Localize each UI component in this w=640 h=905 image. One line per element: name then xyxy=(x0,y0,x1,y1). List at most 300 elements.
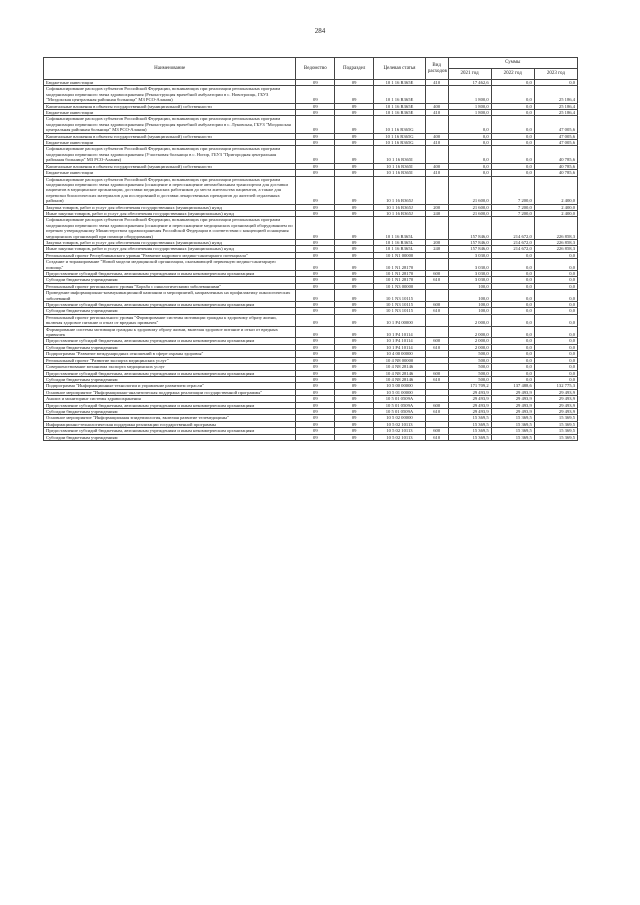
row-sum-2022: 0,0 xyxy=(491,103,534,109)
row-section: 09 xyxy=(335,103,374,109)
row-target: 10 1 P4 10114 xyxy=(374,344,426,350)
row-sum-2021: 100,0 xyxy=(448,283,491,289)
row-target: 10 4 N8 28146 xyxy=(374,364,426,370)
row-ministry: 09 xyxy=(296,116,335,133)
row-ministry: 09 xyxy=(296,210,335,216)
row-section: 09 xyxy=(335,259,374,271)
row-target: 10 1 N1 28170 xyxy=(374,277,426,283)
row-sum-2023: 25 186,4 xyxy=(534,103,577,109)
table-body xyxy=(44,80,578,441)
row-ministry: 09 xyxy=(296,428,335,434)
row-section: 09 xyxy=(335,239,374,245)
table-row xyxy=(44,217,578,240)
row-sum-2021: 15 369,5 xyxy=(448,434,491,440)
row-sum-2021: 0,0 xyxy=(448,146,491,163)
row-ministry: 09 xyxy=(296,314,335,326)
table-row xyxy=(44,259,578,271)
row-sum-2023: 0,0 xyxy=(534,344,577,350)
row-section: 09 xyxy=(335,86,374,103)
header-year-2022: 2022 год xyxy=(491,69,534,80)
row-name: Бюджетные инвестиции xyxy=(44,140,296,146)
row-sum-2023: 40 785,6 xyxy=(534,163,577,169)
row-name: Иные закупки товаров, работ и услуг для обеспечения государственных (муниципальных) нужд xyxy=(44,246,296,252)
row-section: 09 xyxy=(335,116,374,133)
row-expense-type xyxy=(425,86,448,103)
row-name: Софинансирование расходов субъектов Российской Федерации, возникающих при реализации региональных программ модернизации первичного звена здравоохранения (оснащение и переоснащение автомобильным транспортом для доставки пациентов в медицинские организации, доставки медицинских работников до места жительства пациентов, а также для перевозки биологических материалов для исследований и доставки лекарственных препаратов до жителей отдаленных районов) xyxy=(44,176,296,204)
row-sum-2022: 0,0 xyxy=(491,277,534,283)
row-expense-type: 410 xyxy=(425,110,448,116)
row-ministry: 09 xyxy=(296,344,335,350)
row-name: Бюджетные инвестиции xyxy=(44,80,296,86)
row-sum-2023: 0,0 xyxy=(534,80,577,86)
row-sum-2023: 29 493,9 xyxy=(534,402,577,408)
row-section: 09 xyxy=(335,204,374,210)
row-sum-2021: 0,0 xyxy=(448,140,491,146)
header-year-2021: 2021 год xyxy=(448,69,491,80)
row-name: Предоставление субсидий бюджетным, автономным учреждениям и иным некоммерческим организациям xyxy=(44,370,296,376)
row-target: 10 1 N1 28170 xyxy=(374,259,426,271)
row-expense-type: 600 xyxy=(425,428,448,434)
row-expense-type: 610 xyxy=(425,376,448,382)
row-ministry: 09 xyxy=(296,434,335,440)
row-ministry: 09 xyxy=(296,376,335,382)
row-sum-2023: 15 369,5 xyxy=(534,434,577,440)
row-sum-2022: 0,0 xyxy=(491,133,534,139)
row-expense-type: 400 xyxy=(425,133,448,139)
row-section: 09 xyxy=(335,133,374,139)
row-name: Субсидии бюджетным учреждениям xyxy=(44,277,296,283)
row-sum-2023: 0,0 xyxy=(534,351,577,357)
row-expense-type xyxy=(425,146,448,163)
row-sum-2021: 0,0 xyxy=(448,170,491,176)
row-sum-2021: 2 000,0 xyxy=(448,338,491,344)
row-name: Создание и тиражирование "Новой модели медицинской организации, оказывающей первичную медико-санитарную помощь" xyxy=(44,259,296,271)
row-ministry: 09 xyxy=(296,351,335,357)
row-name: Основное мероприятие "Информационно-аналитическая поддержка реализации государственной программы" xyxy=(44,389,296,395)
row-sum-2021: 157 846,0 xyxy=(448,217,491,240)
row-expense-type xyxy=(425,290,448,302)
row-section: 09 xyxy=(335,302,374,308)
row-target: 10 1 16 R365G xyxy=(374,116,426,133)
row-expense-type xyxy=(425,314,448,326)
row-sum-2023: 29 493,9 xyxy=(534,396,577,402)
row-sum-2022: 0,0 xyxy=(491,290,534,302)
row-sum-2023: 47 005,6 xyxy=(534,133,577,139)
row-name: Предоставление субсидий бюджетным, автономным учреждениям и иным некоммерческим организациям xyxy=(44,402,296,408)
row-target: 10 1 16 R365J xyxy=(374,204,426,210)
row-section: 09 xyxy=(335,408,374,414)
row-target: 10 5 02 10113 xyxy=(374,434,426,440)
row-name: Субсидии бюджетным учреждениям xyxy=(44,434,296,440)
row-name: Основное мероприятие "Информационная эпидемиология, включая развитие телемедицины" xyxy=(44,415,296,421)
row-sum-2022: 7 200,0 xyxy=(491,210,534,216)
row-sum-2022: 0,0 xyxy=(491,80,534,86)
row-expense-type: 610 xyxy=(425,434,448,440)
row-section: 09 xyxy=(335,434,374,440)
row-sum-2023: 0,0 xyxy=(534,364,577,370)
row-expense-type: 610 xyxy=(425,308,448,314)
row-target: 10 1 16 R365E xyxy=(374,86,426,103)
row-section: 09 xyxy=(335,246,374,252)
row-name: Подпрограмма "Развитие международных отношений в сфере охраны здоровья" xyxy=(44,351,296,357)
row-sum-2023: 29 493,9 xyxy=(534,408,577,414)
row-target: 10 1 16 R365I xyxy=(374,146,426,163)
row-section: 09 xyxy=(335,389,374,395)
row-section: 09 xyxy=(335,110,374,116)
row-sum-2022: 15 369,5 xyxy=(491,421,534,427)
row-target: 10 1 16 R365L xyxy=(374,217,426,240)
row-ministry: 09 xyxy=(296,176,335,204)
row-expense-type: 410 xyxy=(425,140,448,146)
row-section: 09 xyxy=(335,217,374,240)
row-target: 10 1 N3 10115 xyxy=(374,290,426,302)
row-sum-2021: 3 030,0 xyxy=(448,271,491,277)
row-sum-2023: 15 369,5 xyxy=(534,415,577,421)
row-ministry: 09 xyxy=(296,217,335,240)
row-sum-2022: 214 672,0 xyxy=(491,239,534,245)
row-target: 10 5 01 0509A xyxy=(374,396,426,402)
row-expense-type: 610 xyxy=(425,408,448,414)
row-expense-type: 410 xyxy=(425,80,448,86)
row-target: 10 5 02 10113 xyxy=(374,428,426,434)
row-sum-2023: 0,0 xyxy=(534,277,577,283)
row-ministry: 09 xyxy=(296,283,335,289)
row-sum-2022: 0,0 xyxy=(491,370,534,376)
row-section: 09 xyxy=(335,428,374,434)
row-section: 09 xyxy=(335,396,374,402)
row-sum-2022: 137 488,6 xyxy=(491,383,534,389)
row-target: 10 4 00 00000 xyxy=(374,351,426,357)
row-sum-2021: 29 493,9 xyxy=(448,389,491,395)
row-sum-2021: 21 600,0 xyxy=(448,210,491,216)
row-sum-2022: 0,0 xyxy=(491,357,534,363)
row-target: 10 1 16 R365L xyxy=(374,239,426,245)
row-expense-type: 400 xyxy=(425,103,448,109)
row-expense-type: 200 xyxy=(425,204,448,210)
row-section: 09 xyxy=(335,308,374,314)
header-expense-type: Вид расходов xyxy=(425,58,448,80)
row-name: Субсидии бюджетным учреждениям xyxy=(44,376,296,382)
row-expense-type: 600 xyxy=(425,402,448,408)
row-ministry: 09 xyxy=(296,357,335,363)
row-sum-2022: 214 672,0 xyxy=(491,246,534,252)
row-sum-2021: 15 369,5 xyxy=(448,421,491,427)
row-section: 09 xyxy=(335,370,374,376)
row-sum-2022: 0,0 xyxy=(491,271,534,277)
row-name: Информационно-технологическая поддержка реализации государственной программы xyxy=(44,421,296,427)
row-target: 10 1 16 R365G xyxy=(374,140,426,146)
row-target: 10 5 02 10113 xyxy=(374,421,426,427)
row-sum-2021: 3 030,0 xyxy=(448,252,491,258)
row-ministry: 09 xyxy=(296,239,335,245)
row-sum-2022: 15 369,5 xyxy=(491,428,534,434)
row-sum-2021: 3 030,0 xyxy=(448,277,491,283)
row-sum-2021: 100,0 xyxy=(448,308,491,314)
row-ministry: 09 xyxy=(296,415,335,421)
row-sum-2023: 0,0 xyxy=(534,271,577,277)
row-name: Субсидии бюджетным учреждениям xyxy=(44,308,296,314)
row-sum-2021: 0,0 xyxy=(448,116,491,133)
row-sum-2021: 15 369,5 xyxy=(448,428,491,434)
row-sum-2022: 0,0 xyxy=(491,364,534,370)
header-name: Наименование xyxy=(44,58,296,80)
row-sum-2022: 15 369,5 xyxy=(491,434,534,440)
row-section: 09 xyxy=(335,290,374,302)
table-row xyxy=(44,434,578,440)
row-target: 10 5 01 0509A xyxy=(374,402,426,408)
row-ministry: 09 xyxy=(296,396,335,402)
row-ministry: 09 xyxy=(296,364,335,370)
row-sum-2021: 0,0 xyxy=(448,163,491,169)
row-ministry: 09 xyxy=(296,204,335,210)
row-section: 09 xyxy=(335,210,374,216)
row-sum-2021: 29 493,9 xyxy=(448,396,491,402)
row-section: 09 xyxy=(335,271,374,277)
header-section: Подраздел xyxy=(335,58,374,80)
row-ministry: 09 xyxy=(296,277,335,283)
row-target: 10 1 N3 10115 xyxy=(374,302,426,308)
row-ministry: 09 xyxy=(296,259,335,271)
row-name: Предоставление субсидий бюджетным, автономным учреждениям и иным некоммерческим организациям xyxy=(44,271,296,277)
row-sum-2023: 226 858,3 xyxy=(534,239,577,245)
row-expense-type: 610 xyxy=(425,344,448,350)
row-ministry: 09 xyxy=(296,252,335,258)
row-sum-2022: 0,0 xyxy=(491,314,534,326)
row-sum-2022: 0,0 xyxy=(491,283,534,289)
row-sum-2021: 3 030,0 xyxy=(448,259,491,271)
row-target: 10 1 P4 10114 xyxy=(374,326,426,338)
row-ministry: 09 xyxy=(296,80,335,86)
row-name: Совершенствование механизма экспорта медицинских услуг xyxy=(44,364,296,370)
row-section: 09 xyxy=(335,351,374,357)
row-sum-2023: 0,0 xyxy=(534,259,577,271)
row-sum-2023: 226 858,3 xyxy=(534,217,577,240)
row-name: Региональный проект регионального уровня "Борьба с онкологическими заболеваниями" xyxy=(44,283,296,289)
row-ministry: 09 xyxy=(296,86,335,103)
row-ministry: 09 xyxy=(296,170,335,176)
row-target: 10 1 N1 00000 xyxy=(374,252,426,258)
row-sum-2023: 0,0 xyxy=(534,302,577,308)
row-target: 10 1 16 R365J xyxy=(374,176,426,204)
row-sum-2021: 100,0 xyxy=(448,302,491,308)
row-target: 10 1 16 R365E xyxy=(374,80,426,86)
row-sum-2022: 0,0 xyxy=(491,308,534,314)
row-section: 09 xyxy=(335,357,374,363)
row-sum-2022: 0,0 xyxy=(491,146,534,163)
row-sum-2022: 0,0 xyxy=(491,140,534,146)
row-sum-2023: 29 493,9 xyxy=(534,389,577,395)
row-section: 09 xyxy=(335,252,374,258)
row-ministry: 09 xyxy=(296,383,335,389)
row-sum-2021: 100,0 xyxy=(448,290,491,302)
row-sum-2023: 0,0 xyxy=(534,314,577,326)
row-expense-type: 600 xyxy=(425,302,448,308)
row-sum-2023: 15 369,5 xyxy=(534,428,577,434)
row-target: 10 1 16 R365L xyxy=(374,246,426,252)
row-name: Проведение информационно-коммуникационной кампании и мероприятий, направленных на профилактику онкологических заболеваний xyxy=(44,290,296,302)
row-sum-2021: 1 800,0 xyxy=(448,110,491,116)
table-row xyxy=(44,326,578,338)
header-sums: Суммы xyxy=(448,58,578,69)
row-section: 09 xyxy=(335,402,374,408)
row-ministry: 09 xyxy=(296,246,335,252)
row-sum-2022: 0,0 xyxy=(491,302,534,308)
row-sum-2022: 15 369,5 xyxy=(491,415,534,421)
row-ministry: 09 xyxy=(296,389,335,395)
row-sum-2023: 2 400,0 xyxy=(534,204,577,210)
row-expense-type: 610 xyxy=(425,277,448,283)
row-expense-type xyxy=(425,116,448,133)
row-sum-2023: 0,0 xyxy=(534,357,577,363)
row-sum-2022: 0,0 xyxy=(491,163,534,169)
row-section: 09 xyxy=(335,283,374,289)
row-section: 09 xyxy=(335,421,374,427)
row-name: Формирование системы мотивации граждан к здоровому образу жизни, включая здоровое питание и отказ от вредных привычек xyxy=(44,326,296,338)
row-sum-2021: 0,0 xyxy=(448,133,491,139)
header-year-2023: 2023 год xyxy=(534,69,577,80)
row-sum-2021: 500,0 xyxy=(448,357,491,363)
row-expense-type: 600 xyxy=(425,338,448,344)
row-ministry: 09 xyxy=(296,408,335,414)
row-name: Региональный проект регионального уровня "Формирование системы мотивации граждан к здоровому образу жизни, включая здоровое питание и отказ от вредных привычек" xyxy=(44,314,296,326)
row-target: 10 5 01 00000 xyxy=(374,389,426,395)
row-section: 09 xyxy=(335,314,374,326)
row-section: 09 xyxy=(335,163,374,169)
row-sum-2023: 47 005,6 xyxy=(534,140,577,146)
row-name: Предоставление субсидий бюджетным, автономным учреждениям и иным некоммерческим организациям xyxy=(44,302,296,308)
row-sum-2022: 0,0 xyxy=(491,338,534,344)
row-expense-type: 240 xyxy=(425,246,448,252)
row-target: 10 1 N3 10115 xyxy=(374,308,426,314)
row-ministry: 09 xyxy=(296,140,335,146)
row-sum-2021: 29 493,9 xyxy=(448,408,491,414)
row-name: Капитальные вложения в объекты государственной (муниципальной) собственности xyxy=(44,163,296,169)
row-sum-2022: 0,0 xyxy=(491,326,534,338)
row-target: 10 4 N8 28146 xyxy=(374,376,426,382)
row-sum-2023: 0,0 xyxy=(534,283,577,289)
row-sum-2023: 2 400,0 xyxy=(534,210,577,216)
row-expense-type: 200 xyxy=(425,239,448,245)
row-sum-2021: 500,0 xyxy=(448,370,491,376)
row-name: Бюджетные инвестиции xyxy=(44,110,296,116)
row-section: 09 xyxy=(335,376,374,382)
row-ministry: 09 xyxy=(296,103,335,109)
row-section: 09 xyxy=(335,338,374,344)
row-name: Анализ и мониторинг системы здравоохранения xyxy=(44,396,296,402)
row-sum-2021: 500,0 xyxy=(448,351,491,357)
row-sum-2022: 0,0 xyxy=(491,110,534,116)
row-sum-2023: 0,0 xyxy=(534,290,577,302)
row-ministry: 09 xyxy=(296,290,335,302)
row-sum-2022: 0,0 xyxy=(491,252,534,258)
row-section: 09 xyxy=(335,415,374,421)
row-sum-2023: 40 785,6 xyxy=(534,146,577,163)
row-name: Закупка товаров, работ и услуг для обеспечения государственных (муниципальных) нужд xyxy=(44,239,296,245)
row-expense-type: 410 xyxy=(425,170,448,176)
row-sum-2021: 29 493,9 xyxy=(448,402,491,408)
row-sum-2021: 21 600,0 xyxy=(448,204,491,210)
row-sum-2022: 0,0 xyxy=(491,259,534,271)
row-ministry: 09 xyxy=(296,110,335,116)
row-sum-2023: 132 775,3 xyxy=(534,383,577,389)
row-ministry: 09 xyxy=(296,402,335,408)
row-sum-2021: 15 369,5 xyxy=(448,415,491,421)
row-section: 09 xyxy=(335,146,374,163)
table-row xyxy=(44,176,578,204)
row-section: 09 xyxy=(335,364,374,370)
row-sum-2021: 1 800,0 xyxy=(448,103,491,109)
row-sum-2022: 29 493,9 xyxy=(491,402,534,408)
row-sum-2022: 29 493,9 xyxy=(491,396,534,402)
row-expense-type xyxy=(425,217,448,240)
row-target: 10 4 N8 00000 xyxy=(374,357,426,363)
row-sum-2021: 2 000,0 xyxy=(448,326,491,338)
row-sum-2022: 214 672,0 xyxy=(491,217,534,240)
row-sum-2023: 0,0 xyxy=(534,370,577,376)
row-ministry: 09 xyxy=(296,146,335,163)
row-name: Софинансирование расходов субъектов Российской Федерации, возникающих при реализации региональных программ модернизации первичного звена здравоохранения (Реконструкция врачебной амбулатории в с. Новотроицк, ГБУЗ "Моздокская центральная районная больница" МЗ РСО-Алания) xyxy=(44,86,296,103)
row-ministry: 09 xyxy=(296,308,335,314)
row-ministry: 09 xyxy=(296,163,335,169)
page-number: 284 xyxy=(314,27,326,35)
table-row xyxy=(44,146,578,163)
row-section: 09 xyxy=(335,176,374,204)
row-name: Региональный проект Республиканского уровня "Развитие кадрового медико-санитарного потенциала" xyxy=(44,252,296,258)
row-sum-2023: 40 785,6 xyxy=(534,170,577,176)
table-header-row xyxy=(44,58,578,69)
table-row xyxy=(44,290,578,302)
row-name: Региональный проект "Развитие экспорта медицинских услуг" xyxy=(44,357,296,363)
row-sum-2022: 0,0 xyxy=(491,344,534,350)
row-sum-2023: 25 186,4 xyxy=(534,86,577,103)
row-sum-2023: 0,0 xyxy=(534,252,577,258)
row-ministry: 09 xyxy=(296,370,335,376)
row-ministry: 09 xyxy=(296,271,335,277)
row-expense-type xyxy=(425,326,448,338)
row-target: 10 1 P4 00000 xyxy=(374,314,426,326)
row-target: 10 4 N8 28146 xyxy=(374,370,426,376)
row-sum-2022: 7 200,0 xyxy=(491,176,534,204)
row-name: Софинансирование расходов субъектов Российской Федерации, возникающих при реализации региональных программ модернизации первичного звена здравоохранения (Реконструкция врачебной амбулатории в с. Луковская, ГБУЗ "Моздокская центральная районная больница" МЗ РСО-Алания) xyxy=(44,116,296,133)
row-ministry: 09 xyxy=(296,133,335,139)
row-expense-type: 400 xyxy=(425,163,448,169)
row-section: 09 xyxy=(335,326,374,338)
row-ministry: 09 xyxy=(296,326,335,338)
row-name: Бюджетные инвестиции xyxy=(44,170,296,176)
row-section: 09 xyxy=(335,140,374,146)
row-name: Субсидии бюджетным учреждениям xyxy=(44,408,296,414)
row-sum-2021: 171 709,2 xyxy=(448,383,491,389)
row-section: 09 xyxy=(335,277,374,283)
row-sum-2022: 0,0 xyxy=(491,376,534,382)
row-expense-type: 600 xyxy=(425,370,448,376)
row-name: Софинансирование расходов субъектов Российской Федерации, возникающих при реализации региональных программ модернизации первичного звена здравоохранения (оснащение и переоснащение медицинских организаций оборудованием по перечню утвержденному Министерством здравоохранения Российской Федерации в соответствии с концепцией оснащения медицинских организаций при помощи оборудования) xyxy=(44,217,296,240)
row-expense-type xyxy=(425,259,448,271)
row-sum-2022: 0,0 xyxy=(491,116,534,133)
row-sum-2021: 500,0 xyxy=(448,364,491,370)
row-target: 10 1 16 R365E xyxy=(374,103,426,109)
row-expense-type xyxy=(425,176,448,204)
row-sum-2022: 0,0 xyxy=(491,351,534,357)
row-sum-2021: 1 800,0 xyxy=(448,86,491,103)
row-sum-2021: 500,0 xyxy=(448,376,491,382)
row-sum-2022: 29 493,9 xyxy=(491,408,534,414)
row-sum-2022: 29 493,9 xyxy=(491,389,534,395)
row-sum-2022: 0,0 xyxy=(491,170,534,176)
row-target: 10 1 16 R365I xyxy=(374,170,426,176)
row-target: 10 1 N1 28170 xyxy=(374,271,426,277)
row-sum-2021: 2 000,0 xyxy=(448,344,491,350)
